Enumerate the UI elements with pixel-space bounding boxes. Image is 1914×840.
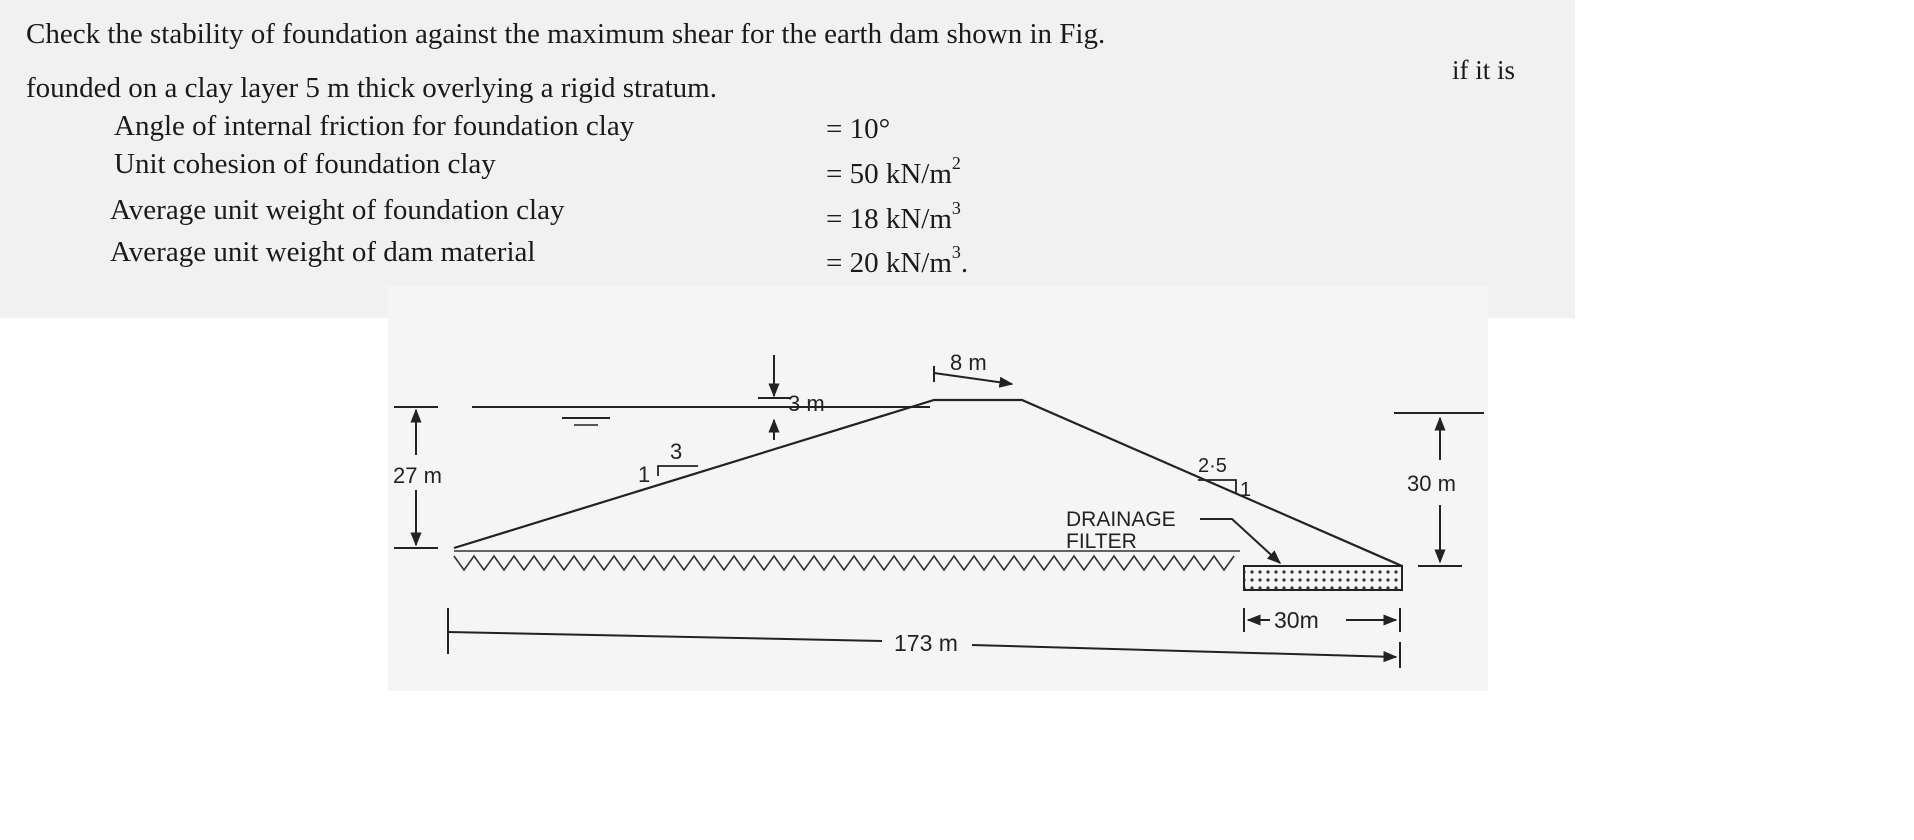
- downstream-slope-v-label: 1: [1240, 479, 1252, 501]
- base-width-label: 173 m: [894, 630, 958, 656]
- base-width-right-line: [972, 645, 1396, 657]
- property-value-cohesion: = 50 $kN/m^2$: [826, 153, 961, 190]
- property-value-friction: = 10°: [826, 113, 891, 145]
- base-width-left-line: [448, 632, 882, 641]
- property-label-clay-weight: Average unit weight of foundation clay: [110, 194, 565, 226]
- problem-line-2: founded on a clay layer 5 m thick overlying a rigid stratum.: [26, 72, 717, 104]
- downstream-slope-h-label: 2·5: [1198, 455, 1227, 477]
- freeboard-label: 3 m: [788, 391, 825, 416]
- property-label-cohesion: Unit cohesion of foundation clay: [114, 148, 496, 180]
- upstream-slope-h-label: 3: [670, 439, 683, 464]
- upstream-slope-v-label: 1: [638, 462, 651, 487]
- foundation-ground-hatch: [454, 551, 1240, 570]
- crest-width-label: 8 m: [950, 350, 987, 375]
- property-label-dam-weight: Average unit weight of dam material: [110, 236, 536, 268]
- upstream-height-label: 27 m: [393, 463, 442, 488]
- downstream-height-label: 30 m: [1407, 471, 1456, 496]
- property-value-clay-weight: = 18 $kN/m^3$: [826, 198, 961, 235]
- problem-line-1: Check the stability of foundation against the maximum shear for the earth dam shown in Fig.: [26, 18, 1106, 50]
- problem-line-1-tail: if it is: [1452, 55, 1516, 85]
- filter-label-line-2: FILTER: [1066, 530, 1137, 553]
- filter-length-label: 30m: [1274, 607, 1319, 633]
- drainage-filter: [1244, 566, 1402, 590]
- property-label-friction: Angle of internal friction for foundation clay: [114, 110, 635, 142]
- property-value-dam-weight: = 20 $kN/m^3$.: [826, 242, 969, 279]
- filter-label-line-1: DRAINAGE: [1066, 508, 1176, 531]
- filter-callout-arrow: [1200, 519, 1280, 563]
